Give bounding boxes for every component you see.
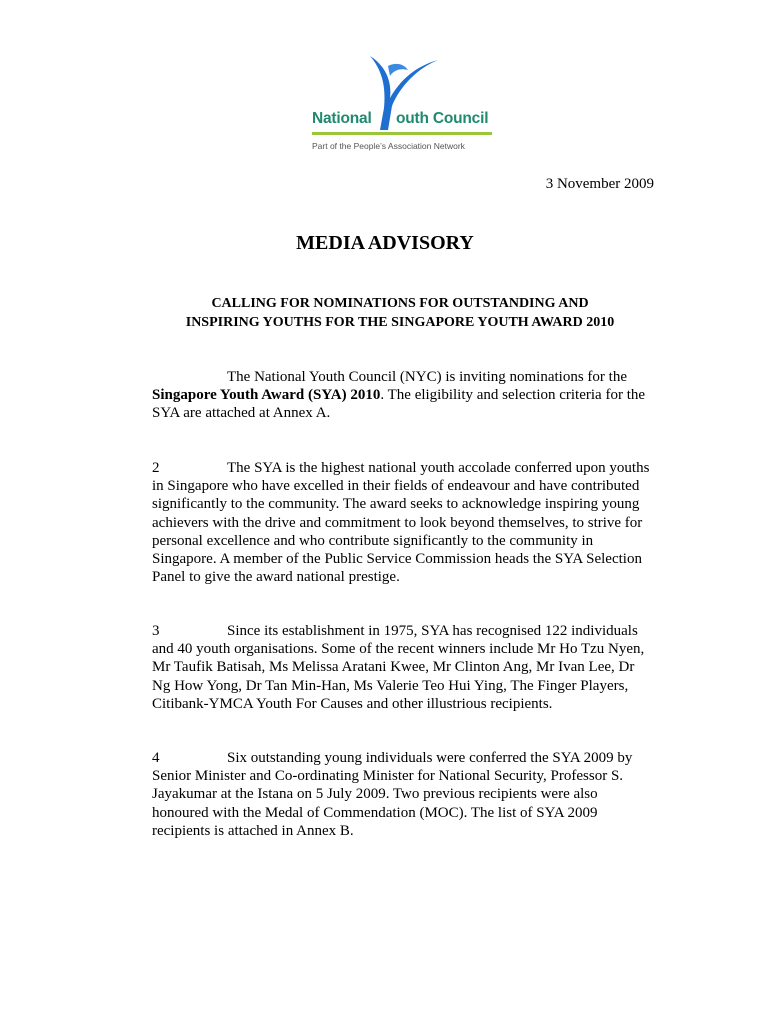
- document-title: MEDIA ADVISORY: [296, 232, 474, 254]
- document-subtitle: [150, 294, 650, 332]
- logo-word-youth-council: outh Council: [396, 110, 489, 127]
- paragraph-3-text: Since its establishment in 1975, SYA has recognised 122 individuals and 40 youth organisations. Some of the recent winners include Mr Ho Tzu Nyen, Mr Taufik Batisah, Ms Melissa Aratani Kwee, Mr Clinton Ang, Mr Ivan Lee, Dr Ng How Yong, Dr Tan Min-Han, Ms Valerie Teo Hui Ying, The Finger Players, Citibank-YMCA Youth For Causes and other illustrious recipients.: [152, 623, 645, 712]
- nyc-logo: [300, 52, 500, 162]
- paragraph-4-text: Six outstanding young individuals were conferred the SYA 2009 by Senior Minister and Co-ordinating Minister for National Security, Professor S. Jayakumar at the Istana on 5 July 2009. Two previous recipients were also honoured with the Medal of Commendation (MOC). The list of SYA 2009 recipients is attached in Annex B.: [152, 750, 633, 839]
- paragraph-1-text-before: The National Youth Council (NYC) is inviting nominations for the: [227, 369, 627, 385]
- paragraph-3: [152, 622, 652, 713]
- paragraph-1-bold-award: Singapore Youth Award (SYA) 2010: [152, 387, 381, 404]
- logo-wordmark: [312, 110, 502, 132]
- subtitle-line-1: CALLING FOR NOMINATIONS FOR OUTSTANDING AND: [211, 296, 589, 311]
- paragraph-2-number: 2: [152, 460, 160, 476]
- paragraph-3-number: 3: [152, 623, 160, 639]
- paragraph-4: [152, 749, 652, 840]
- paragraph-2-text: The SYA is the highest national youth accolade conferred upon youths in Singapore who have excelled in their fields of endeavour and have contributed significantly to the community. The award seeks to acknowledge inspiring young achievers with the drive and commitment to look beyond themselves, to strive for personal excellence and who contribute significantly to the community in Singapore. A member of the Public Service Commission heads the SYA Selection Panel to give the award national prestige.: [152, 460, 650, 586]
- paragraph-2: [152, 459, 652, 586]
- subtitle-line-2: INSPIRING YOUTHS FOR THE SINGAPORE YOUTH AWARD 2010: [185, 315, 615, 330]
- logo-underline: [312, 132, 492, 135]
- y-swoosh-accent: [388, 64, 408, 76]
- logo-word-national: National: [312, 110, 372, 127]
- document-date: 3 November 2009: [545, 176, 654, 192]
- paragraph-1-text-after: . The eligibility and selection criteria for the SYA are attached at Annex A.: [152, 387, 646, 422]
- logo-tagline: Part of the People’s Association Network: [312, 141, 465, 151]
- paragraph-1: [152, 368, 652, 423]
- paragraph-4-number: 4: [152, 750, 160, 766]
